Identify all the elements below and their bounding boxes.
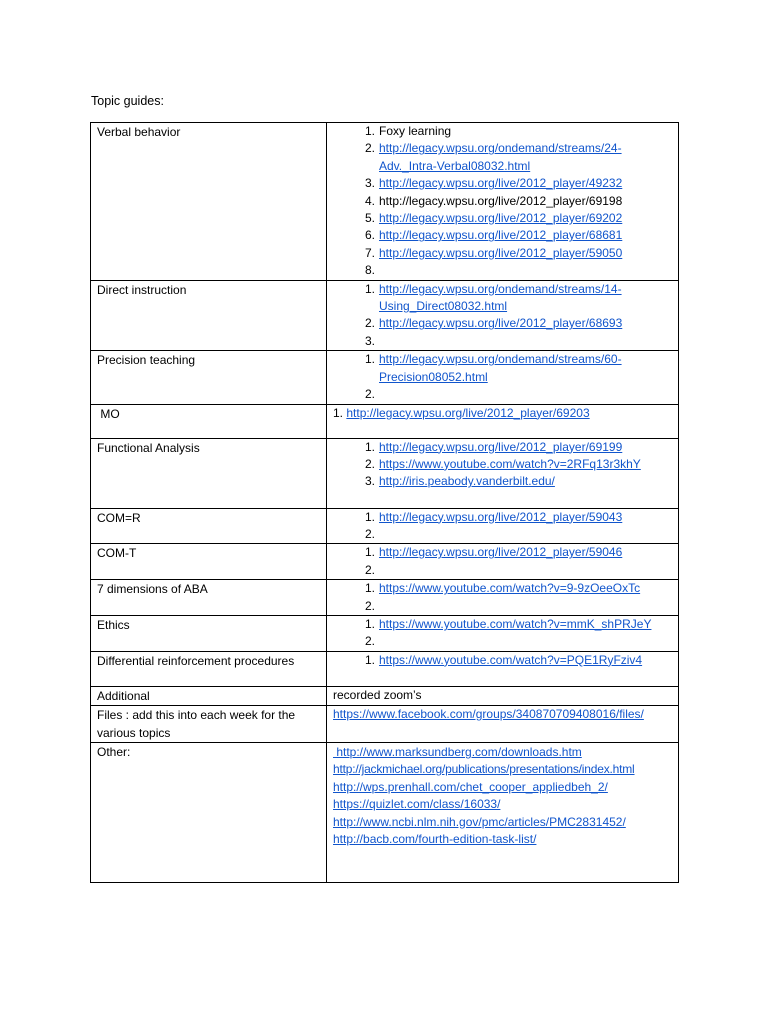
resource-link[interactable]: http://www.marksundberg.com/downloads.htm: [333, 744, 582, 759]
resource-link[interactable]: http://legacy.wpsu.org/live/2012_player/49232: [379, 176, 623, 191]
topic-cell: [91, 651, 327, 686]
table-row: [91, 123, 679, 281]
resource-link[interactable]: https://www.youtube.com/watch?v=2RFq13r3khY: [379, 456, 641, 471]
table-row: [91, 544, 679, 580]
resource-link[interactable]: http://iris.peabody.vanderbilt.edu/: [379, 474, 555, 489]
table-row: [91, 508, 679, 544]
topic-cell: [91, 544, 327, 580]
list-number: 1.: [364, 439, 375, 454]
note-text: recorded zoom’s: [333, 687, 422, 702]
topic-cell: [91, 615, 327, 651]
list-number: 1.: [364, 652, 375, 667]
list-number: 7.: [364, 245, 375, 260]
topic-cell: [91, 438, 327, 508]
table-row: [91, 438, 679, 508]
list-item: [333, 616, 678, 633]
list-number: 1.: [364, 352, 375, 367]
table-row: [91, 706, 679, 743]
list-item: [333, 315, 678, 332]
list-number: 1.: [333, 405, 344, 420]
list-item: [333, 509, 678, 526]
topic-guides-table: [90, 122, 679, 883]
list-item: [333, 814, 678, 831]
list-item: [333, 193, 678, 210]
list-number: 2.: [364, 456, 375, 471]
resources-cell: [327, 280, 679, 351]
resource-link[interactable]: http://legacy.wpsu.org/live/2012_player/59043: [379, 509, 623, 524]
list-item: [333, 544, 678, 561]
resource-link[interactable]: http://legacy.wpsu.org/ondemand/streams/14-: [379, 281, 622, 296]
list-item-continuation: [333, 158, 678, 175]
list-item: [333, 652, 678, 669]
list-number: 2.: [364, 634, 375, 649]
list-item: [333, 351, 678, 368]
list-item: [333, 333, 678, 350]
table-row: [91, 742, 679, 882]
table-row: [91, 686, 679, 705]
resource-link[interactable]: http://legacy.wpsu.org/ondemand/streams/60-: [379, 352, 622, 367]
topic-cell: [91, 280, 327, 351]
list-number: 6.: [364, 228, 375, 243]
list-item: [333, 405, 678, 422]
list-number: 2.: [364, 316, 375, 331]
list-item: [333, 210, 678, 227]
topic-cell: [91, 404, 327, 438]
list-item: [333, 796, 678, 813]
list-item: [333, 456, 678, 473]
topic-cell: [91, 742, 327, 882]
resource-link[interactable]: https://www.facebook.com/groups/340870709408016/files/: [333, 707, 644, 722]
topic-cell: [91, 351, 327, 404]
list-item: [333, 140, 678, 157]
resource-link[interactable]: http://legacy.wpsu.org/live/2012_player/69202: [379, 211, 623, 226]
resource-link[interactable]: https://www.youtube.com/watch?v=PQE1RyFziv4: [379, 652, 643, 667]
resource-link[interactable]: Precision08052.html: [379, 369, 488, 384]
list-item: [333, 562, 678, 579]
resource-link[interactable]: Using_Direct08032.html: [379, 299, 508, 314]
resources-cell: [327, 742, 679, 882]
item-text: Foxy learning: [379, 124, 452, 138]
table-row: [91, 351, 679, 404]
list-item: [333, 526, 678, 543]
topic-label: Verbal behavior: [97, 125, 181, 139]
list-item-continuation: [333, 369, 678, 386]
topic-cell: [91, 508, 327, 544]
resources-cell: [327, 615, 679, 651]
topic-label: COM-T: [97, 546, 137, 561]
list-item: [333, 175, 678, 192]
topic-label: 7 dimensions of ABA: [97, 582, 208, 597]
list-number: 1.: [364, 281, 375, 296]
list-number: 4.: [364, 193, 375, 208]
topic-label: Files : add this into each week for the various topics: [97, 708, 296, 740]
list-number: 8.: [364, 263, 375, 278]
list-item: [333, 473, 678, 490]
list-number: 1.: [364, 581, 375, 596]
topic-label: Other:: [97, 744, 131, 759]
resource-link[interactable]: http://bacb.com/fourth-edition-task-list/: [333, 832, 537, 846]
resources-cell: [327, 706, 679, 743]
table-row: [91, 280, 679, 351]
resource-link[interactable]: https://www.youtube.com/watch?v=9-9zOeeOxTc: [379, 581, 641, 596]
list-item: [333, 761, 678, 778]
resource-link[interactable]: https://www.youtube.com/watch?v=mmK_shPRJeY: [379, 616, 652, 631]
resource-link[interactable]: https://quizlet.com/class/16033/: [333, 797, 501, 812]
resources-cell: [327, 123, 679, 281]
resources-cell: [327, 580, 679, 616]
list-item: [333, 245, 678, 262]
resources-cell: [327, 404, 679, 438]
table-row: [91, 651, 679, 686]
list-number: 1.: [364, 616, 375, 631]
list-item: [333, 744, 678, 761]
list-number: 1.: [364, 124, 375, 138]
table-row: [91, 580, 679, 616]
list-item-continuation: [333, 298, 678, 315]
resource-link[interactable]: http://legacy.wpsu.org/live/2012_player/68681: [379, 228, 623, 243]
list-number: 2.: [364, 526, 375, 541]
list-number: 5.: [364, 211, 375, 226]
topic-label: COM=R: [97, 510, 141, 525]
resource-link[interactable]: http://legacy.wpsu.org/live/2012_player/59046: [379, 545, 623, 560]
list-number: 2.: [364, 141, 375, 156]
topic-cell: [91, 123, 327, 281]
list-item: [333, 227, 678, 244]
resources-cell: [327, 651, 679, 686]
item-text: http://legacy.wpsu.org/live/2012_player/69198: [379, 193, 623, 208]
list-number: 2.: [364, 387, 375, 402]
topic-label: Precision teaching: [97, 353, 196, 368]
page-heading: Topic guides:: [91, 94, 164, 108]
resource-link[interactable]: http://legacy.wpsu.org/live/2012_player/68693: [379, 316, 623, 331]
topic-label: Direct instruction: [97, 282, 187, 297]
resource-link[interactable]: http://legacy.wpsu.org/ondemand/streams/24-: [379, 141, 622, 156]
list-number: 3.: [364, 474, 375, 489]
list-item: [333, 281, 678, 298]
resources-cell: [327, 508, 679, 544]
resource-link[interactable]: http://legacy.wpsu.org/live/2012_player/59050: [379, 245, 623, 260]
list-item: [333, 831, 678, 848]
list-number: 1.: [364, 509, 375, 524]
list-number: 2.: [364, 562, 375, 577]
resources-cell: [327, 544, 679, 580]
topic-cell: [91, 706, 327, 743]
topic-label: Additional: [97, 688, 150, 703]
topic-label: MO: [97, 406, 120, 421]
resource-link[interactable]: http://www.ncbi.nlm.nih.gov/pmc/articles/PMC2831452/: [333, 814, 626, 829]
resources-cell: [327, 351, 679, 404]
list-item: [333, 386, 678, 403]
list-number: 3.: [364, 176, 375, 191]
list-item: [333, 123, 678, 140]
list-item: [333, 439, 678, 456]
list-item: [333, 580, 678, 597]
resource-link[interactable]: http://jackmichael.org/publications/presentations/index.html: [333, 762, 635, 777]
list-item: [333, 779, 678, 796]
list-item: [333, 633, 678, 650]
list-number: 3.: [364, 333, 375, 348]
list-item: [333, 706, 678, 723]
resource-link[interactable]: Adv._Intra-Verbal08032.html: [379, 158, 531, 173]
resource-link[interactable]: http://wps.prenhall.com/chet_cooper_appliedbeh_2/: [333, 779, 608, 794]
table-row: [91, 615, 679, 651]
resources-cell: [327, 438, 679, 508]
resource-link[interactable]: http://legacy.wpsu.org/live/2012_player/69199: [379, 439, 623, 454]
table-row: [91, 404, 679, 438]
list-number: 1.: [364, 545, 375, 560]
resource-link[interactable]: http://legacy.wpsu.org/live/2012_player/69203: [346, 405, 590, 420]
list-item: [333, 598, 678, 615]
topic-cell: [91, 580, 327, 616]
resources-cell: [327, 686, 679, 705]
list-item: [333, 262, 678, 279]
topic-label: Differential reinforcement procedures: [97, 653, 295, 668]
topic-label: Functional Analysis: [97, 440, 200, 455]
topic-cell: [91, 686, 327, 705]
topic-label: Ethics: [97, 617, 130, 632]
list-number: 2.: [364, 598, 375, 613]
